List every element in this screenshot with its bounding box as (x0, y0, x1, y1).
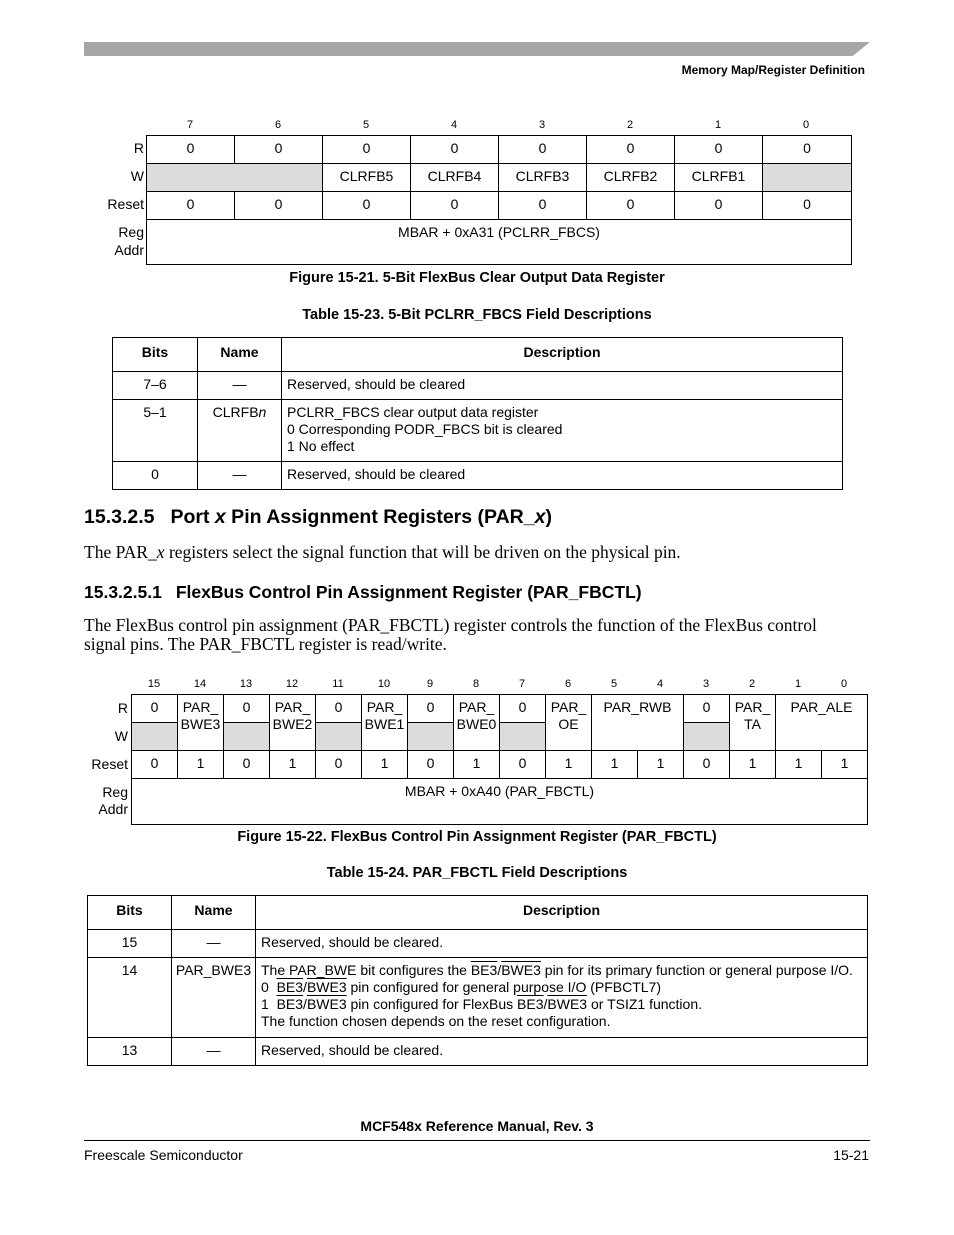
bits-cell: 7–6 (113, 372, 198, 400)
heading-text: Port (170, 506, 215, 528)
description-cell (282, 400, 843, 462)
footer-company: Freescale Semiconductor (84, 1147, 243, 1163)
heading-text: ) (545, 506, 552, 528)
text: 0 (261, 979, 277, 995)
reset-cell: 1 (270, 751, 316, 779)
description-line: The function chosen depends on the reset configuration. (261, 1013, 611, 1029)
field-par-bwe1 (362, 695, 408, 751)
read-row (132, 695, 868, 723)
write-row (147, 164, 852, 192)
column-header-name: Name (172, 896, 256, 930)
reset-cell: 0 (587, 192, 675, 220)
bits-cell: 13 (88, 1038, 172, 1066)
name-cell: — (172, 930, 256, 958)
reset-row (132, 751, 868, 779)
header-bar (84, 42, 870, 56)
text: pin for its primary function or general purpose I/O. (540, 962, 853, 978)
reg-addr-row (147, 220, 852, 265)
reset-cell: 0 (235, 192, 323, 220)
reset-cell: 0 (763, 192, 852, 220)
section-number: 15.3.2.5 (84, 506, 155, 528)
bit-number: 0 (802, 119, 810, 131)
bits-cell: 5–1 (113, 400, 198, 462)
text: pin configured for FlexBus (346, 996, 518, 1012)
field-clrfb4: CLRFB4 (411, 164, 499, 192)
row-label-w: W (130, 168, 144, 184)
heading-italic: x (214, 506, 226, 528)
reset-cell: 0 (323, 192, 411, 220)
paragraph-line: signal pins. The PAR_FBCTL register is read/write. (84, 634, 447, 654)
bit-cell: 0 (675, 136, 763, 164)
reserved-cell (316, 723, 362, 751)
bit-cell: 0 (224, 695, 270, 723)
field-par-bwe2 (270, 695, 316, 751)
bit-number: 13 (239, 678, 253, 690)
register-diagram-par-fbctl (131, 694, 868, 825)
table-header-row (88, 896, 868, 930)
row-label-reg: Reg (102, 784, 128, 800)
read-row (147, 136, 852, 164)
field-clrfb1: CLRFB1 (675, 164, 763, 192)
reset-cell: 0 (675, 192, 763, 220)
description-line (261, 962, 862, 979)
bit-number: 1 (714, 119, 722, 131)
text: / (543, 996, 548, 1012)
signal-bwe3: BWE3 (501, 962, 541, 978)
field-label: PAR_ (734, 699, 771, 715)
column-header-bits: Bits (113, 338, 198, 372)
heading-text: Pin Assignment Registers (PAR_ (225, 506, 535, 528)
name-cell: — (198, 462, 282, 490)
reserved-cell (147, 164, 323, 192)
section-heading (84, 506, 552, 529)
bit-cell: 0 (323, 136, 411, 164)
reset-cell: 1 (592, 751, 638, 779)
bit-number: 0 (840, 678, 848, 690)
bit-number: 4 (656, 678, 664, 690)
text: 1 (261, 996, 277, 1012)
signal-bwe3: BWE3 (306, 979, 347, 995)
text: pin configured for general purpose I/O (PFBCTL7) (346, 979, 662, 995)
reserved-cell (132, 723, 178, 751)
reg-addr-row (132, 779, 868, 825)
paragraph-text: registers select the signal function that will be driven on the physical pin. (164, 542, 681, 562)
table-header-row (113, 338, 843, 372)
field-clrfb2: CLRFB2 (587, 164, 675, 192)
subsection-heading (84, 582, 642, 603)
reset-cell: 0 (499, 192, 587, 220)
paragraph-italic: x (156, 542, 165, 562)
column-header-description: Description (282, 338, 843, 372)
bit-number: 4 (450, 119, 458, 131)
subsection-number: 15.3.2.5.1 (84, 582, 162, 602)
reset-cell: 0 (132, 751, 178, 779)
description-cell (256, 958, 868, 1038)
table-row (113, 462, 843, 490)
bits-cell: 14 (88, 958, 172, 1038)
name-cell: — (198, 372, 282, 400)
reset-row (147, 192, 852, 220)
bit-number: 5 (610, 678, 618, 690)
bit-number: 8 (472, 678, 480, 690)
name-italic: n (258, 404, 267, 420)
bit-cell: 0 (684, 695, 730, 723)
reset-cell: 0 (411, 192, 499, 220)
bit-number: 14 (193, 678, 207, 690)
description-cell: Reserved, should be cleared (282, 462, 843, 490)
signal-be3: BE3 (276, 979, 304, 995)
field-label: BWE1 (364, 716, 405, 732)
heading-italic: x (534, 506, 546, 528)
bit-cell: 0 (499, 136, 587, 164)
bit-number: 3 (702, 678, 710, 690)
field-label: PAR_ (274, 699, 311, 715)
reset-cell: 1 (546, 751, 592, 779)
description-line: PCLRR_FBCS clear output data register (287, 404, 539, 420)
reset-cell: 0 (224, 751, 270, 779)
reset-cell: 0 (408, 751, 454, 779)
row-label-addr: Addr (114, 242, 144, 258)
signal-bwe3: BWE3 (306, 996, 347, 1012)
field-par-bwe0 (454, 695, 500, 751)
reset-cell: 0 (316, 751, 362, 779)
bit-number: 10 (377, 678, 391, 690)
field-label: BWE0 (456, 716, 497, 732)
field-label: BWE2 (272, 716, 313, 732)
running-head: Memory Map/Register Definition (681, 63, 865, 77)
reset-cell: 1 (822, 751, 868, 779)
description-line (261, 979, 862, 996)
figure-caption: Figure 15-22. FlexBus Control Pin Assignment Register (PAR_FBCTL) (237, 829, 717, 845)
reset-cell: 1 (638, 751, 684, 779)
reg-addr-cell: MBAR + 0xA31 (PCLRR_FBCS) (147, 220, 852, 265)
bit-cell: 0 (408, 695, 454, 723)
field-label: BWE3 (180, 716, 221, 732)
reset-cell: 0 (147, 192, 235, 220)
description-line (261, 996, 862, 1013)
bit-number: 11 (332, 678, 344, 690)
bit-cell: 0 (316, 695, 362, 723)
reserved-cell (684, 723, 730, 751)
reset-cell: 0 (684, 751, 730, 779)
bits-cell: 0 (113, 462, 198, 490)
row-label-reg: Reg (118, 224, 144, 240)
field-label: PAR_ (366, 699, 403, 715)
row-label-addr: Addr (98, 801, 128, 817)
bit-cell: 0 (587, 136, 675, 164)
text: / (303, 996, 307, 1012)
bit-cell: 0 (235, 136, 323, 164)
reset-cell: 0 (500, 751, 546, 779)
bit-cell: 0 (411, 136, 499, 164)
table-title: Table 15-24. PAR_FBCTL Field Descriptions (326, 865, 628, 881)
bit-number: 3 (538, 119, 546, 131)
text: / (303, 979, 307, 995)
signal-be3: BE3 (276, 996, 304, 1012)
table-row (88, 1038, 868, 1066)
bit-number: 7 (518, 678, 526, 690)
field-par-bwe3 (178, 695, 224, 751)
reserved-cell (224, 723, 270, 751)
table-title: Table 15-23. 5-Bit PCLRR_FBCS Field Descriptions (302, 307, 652, 323)
bit-number: 6 (274, 119, 282, 131)
bit-number: 2 (748, 678, 756, 690)
subsection-title: FlexBus Control Pin Assignment Register (PAR_FBCTL) (175, 582, 642, 602)
reserved-cell (408, 723, 454, 751)
bit-number: 2 (626, 119, 634, 131)
bits-cell: 15 (88, 930, 172, 958)
row-label-r: R (133, 140, 144, 156)
row-label-reset: Reset (107, 196, 144, 212)
reset-cell: 1 (454, 751, 500, 779)
signal-bwe3: BWE3 (547, 996, 588, 1012)
row-label-r: R (117, 700, 128, 716)
subsection-paragraph (84, 616, 874, 654)
section-paragraph (84, 543, 681, 562)
description-line: 1 No effect (287, 438, 355, 454)
name-cell: — (172, 1038, 256, 1066)
bit-number: 1 (794, 678, 802, 690)
name-cell (198, 400, 282, 462)
bit-number: 6 (564, 678, 572, 690)
text: or TSIZ1 function. (587, 996, 702, 1012)
bit-number: 12 (285, 678, 299, 690)
bit-cell: 0 (132, 695, 178, 723)
footer-page-number: 15-21 (833, 1147, 869, 1163)
reset-cell: 1 (178, 751, 224, 779)
description-cell: Reserved, should be cleared. (256, 1038, 868, 1066)
field-par-ale: PAR_ALE (776, 695, 868, 751)
register-diagram-pclrr-fbcs (146, 135, 852, 265)
reset-cell: 1 (776, 751, 822, 779)
text: The PAR_BWE bit configures the (261, 962, 471, 978)
column-header-bits: Bits (88, 896, 172, 930)
reg-addr-cell: MBAR + 0xA40 (PAR_FBCTL) (132, 779, 868, 825)
table-15-24 (87, 895, 868, 1066)
bit-number: 7 (186, 119, 194, 131)
figure-caption: Figure 15-21. 5-Bit FlexBus Clear Output Data Register (289, 270, 665, 286)
name-text: CLRFB (212, 404, 259, 420)
bit-cell: 0 (500, 695, 546, 723)
description-line: 0 Corresponding PODR_FBCS bit is cleared (287, 421, 563, 437)
row-label-w: W (114, 728, 128, 744)
description-cell: Reserved, should be cleared (282, 372, 843, 400)
reserved-cell (763, 164, 852, 192)
field-par-oe (546, 695, 592, 751)
footer-manual-title: MCF548x Reference Manual, Rev. 3 (360, 1118, 594, 1134)
table-row (88, 958, 868, 1038)
field-par-ta (730, 695, 776, 751)
text: / (497, 962, 502, 978)
signal-be3: BE3 (470, 962, 498, 978)
field-label: PAR_ (458, 699, 495, 715)
field-par-rwb: PAR_RWB (592, 695, 684, 751)
signal-be3: BE3 (517, 996, 544, 1012)
column-header-description: Description (256, 896, 868, 930)
table-row (88, 930, 868, 958)
bit-number: 9 (426, 678, 434, 690)
table-row (113, 372, 843, 400)
reserved-cell (500, 723, 546, 751)
field-clrfb5: CLRFB5 (323, 164, 411, 192)
reset-cell: 1 (362, 751, 408, 779)
bit-cell: 0 (763, 136, 852, 164)
description-cell: Reserved, should be cleared. (256, 930, 868, 958)
table-row (113, 400, 843, 462)
field-clrfb3: CLRFB3 (499, 164, 587, 192)
row-label-reset: Reset (91, 756, 128, 772)
field-label: PAR_ (550, 699, 587, 715)
bit-number: 5 (362, 119, 370, 131)
field-label: OE (558, 716, 579, 732)
footer-rule (84, 1140, 870, 1141)
column-header-name: Name (198, 338, 282, 372)
table-15-23 (112, 337, 843, 490)
name-cell: PAR_BWE3 (172, 958, 256, 1038)
bit-number: 15 (147, 678, 161, 690)
reset-cell: 1 (730, 751, 776, 779)
paragraph-text: The PAR_ (84, 542, 157, 562)
field-label: TA (744, 716, 761, 732)
field-label: PAR_ (182, 699, 219, 715)
bit-cell: 0 (147, 136, 235, 164)
paragraph-line: The FlexBus control pin assignment (PAR_FBCTL) register controls the function of the FlexBus control (84, 615, 817, 635)
